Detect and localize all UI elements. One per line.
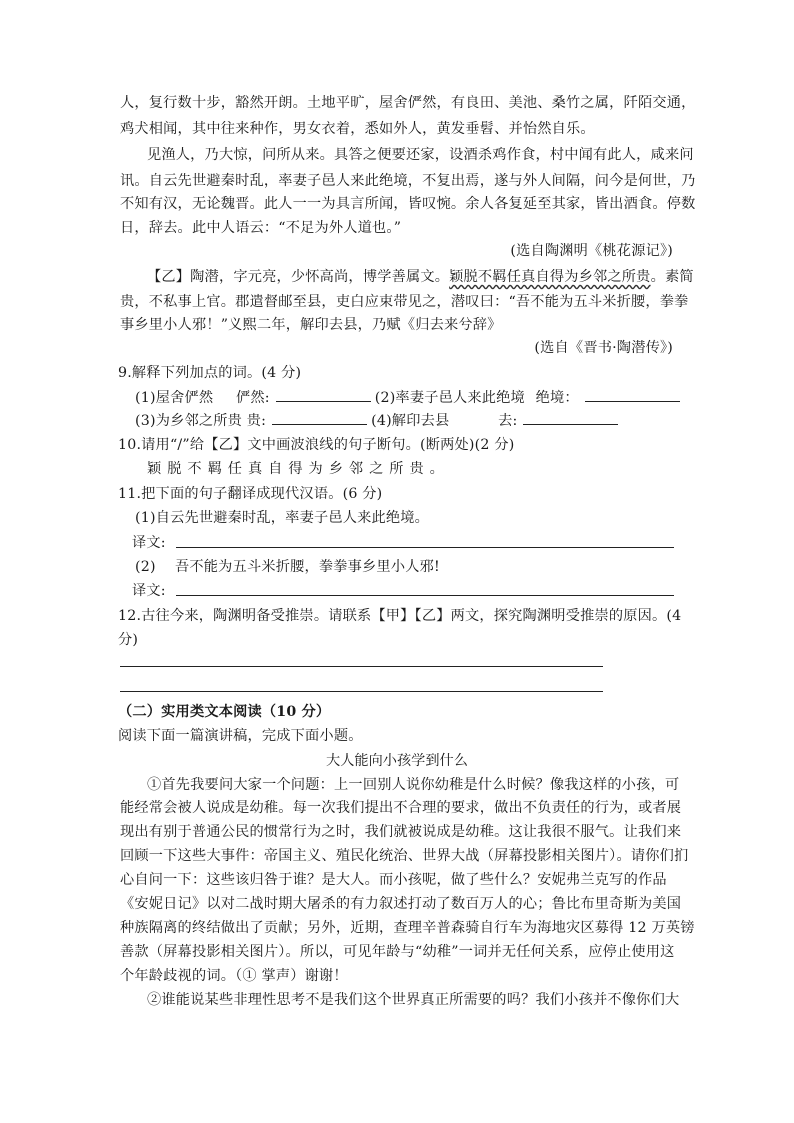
q9-answer-blank-1[interactable] [276,387,371,402]
speech-line-3: 现出有别于普通公民的惯常行为之时，我们就被说成是幼稚。这让我很不服气。让我们来 [120,824,682,840]
passage-yi-line-2: 贵，不私事上官。郡遣督邮至县，吏白应束带见之，潜叹曰：“吾不能为五斗米折腰，拳拳 [120,294,689,310]
passage-jia-line-2: 鸡犬相闻，其中往来种作，男女衣着，悉如外人，黄发垂髫、并怡然自乐。 [120,121,595,137]
q9-answer-blank-2[interactable] [585,387,680,402]
q9-answer-blank-4[interactable] [523,410,618,425]
speech-title: 大人能向小孩学到什么 [326,753,468,769]
question-10-sentence: 颖脱不羁任真自得为乡邻之所贵。 [147,461,450,477]
passage-yi-line-1-start: 【乙】陶潜，字元亮，少怀高尚，博学善属文。 [147,269,450,285]
q12-answer-line-1[interactable] [120,666,603,667]
section-2-instruction: 阅读下面一篇演讲稿，完成下面小题。 [118,728,363,744]
q9-item-2: (2)率妻子邑人来此绝境 [374,390,525,406]
passage-jia-line-5: 不知有汉，无论魏晋。此人一一为具言所闻，皆叹惋。余人各复延至其家，皆出酒食。停数 [120,196,696,212]
question-11-item-2-number: (2) [135,559,156,575]
speech-line-4: 回顾一下这些大事件：帝国主义、殖民化统治、世界大战（屏幕投影相关图片）。请你们扪 [120,848,689,864]
section-2-heading: （二）实用类文本阅读（10 分） [118,704,331,720]
question-9-row-1 [135,387,684,408]
passage-yi-line-3: 事乡里小人邪！”义熙二年，解印去县，乃赋《归去来兮辞》 [120,317,502,333]
question-12-line-1: 12.古往今来，陶渊明备受推崇。请联系【甲】【乙】两文，探究陶渊明受推崇的原因。(4 [118,608,682,624]
q9-item-1: (1)屋舍俨然 [135,390,214,406]
speech-line-9: 个年龄歧视的词。（① 掌声）谢谢！ [120,968,348,984]
question-12-line-2: 分) [118,632,139,648]
speech-line-6: 《安妮日记》以对二战时期大屠杀的有力叙述打动了数百万人的心；鲁比布里奇斯为美国 [120,896,682,912]
translate-label-1: 译文: [132,535,166,551]
speech-line-2: 能经常会被人说成是幼稚。每一次我们提出不合理的要求，做出不负责任的行为，或者展 [120,800,682,816]
q9-item-2-label: 绝境： [535,390,579,406]
passage-jia-source: (选自陶渊明《桃花源记》) [510,243,673,259]
q12-answer-line-2[interactable] [120,691,603,692]
question-11-item-1: (1)自云先世避秦时乱，率妻子邑人来此绝境。 [135,510,430,526]
passage-yi-source: (选自《晋书·陶潜传》) [534,340,673,356]
wavy-underlined-sentence: 颖脱不羁任真自得为乡邻之所贵 [449,269,651,285]
translation-answer-line-2[interactable] [176,595,674,596]
q9-item-4: (4)解印去县 [371,413,450,429]
speech-line-1: ①首先我要问大家一个问题：上一回别人说你幼稚是什么时候？像我这样的小孩，可 [147,777,680,793]
speech-line-7: 种族隔离的终结做出了贡献；另外，近期，查理辛普森骑自行车为海地灾区募得 12 万英镑 [120,920,695,936]
q9-item-4-label: 去: [498,413,518,429]
translate-label-2: 译文: [132,583,166,599]
question-11-item-2: 吾不能为五斗米折腰，拳拳事乡里小人邪! [175,559,440,575]
q9-item-1-label: 俨然: [235,390,270,406]
passage-yi-line-1 [147,267,694,287]
speech-line-8: 善款（屏幕投影相关图片）。所以，可见年龄与“幼稚”一词并无任何关系，应停止使用这 [120,944,675,960]
question-9: 9.解释下列加点的词。(4 分) [118,365,302,381]
translation-answer-line-1[interactable] [176,547,674,548]
speech-line-5: 心自问一下：这些该归咎于谁？是大人。而小孩呢，做了些什么？安妮弗兰克写的作品 [120,872,667,888]
passage-jia-line-4: 讯。自云先世避秦时乱，率妻子邑人来此绝境，不复出焉，遂与外人间隔，问今是何世，乃 [120,173,696,189]
passage-yi-line-1-end: 。素简 [650,269,694,285]
question-10: 10.请用“/”给【乙】文中画波浪线的句子断句。(断两处)(2 分) [118,437,515,453]
passage-jia-line-1: 人，复行数十步，豁然开朗。土地平旷，屋舍俨然，有良田、美池、桑竹之属，阡陌交通， [120,95,696,111]
speech-line-10: ②谁能说某些非理性思考不是我们这个世界真正所需要的吗？我们小孩并不像你们大 [147,992,680,1008]
question-11: 11.把下面的句子翻译成现代汉语。(6 分) [118,486,383,502]
passage-jia-line-6: 日，辞去。此中人语云：“不足为外人道也。” [120,220,402,236]
passage-jia-line-3: 见渔人，乃大惊，问所从来。具答之便要还家，设酒杀鸡作食，村中闻有此人，咸来问 [147,147,694,163]
question-9-row-2 [135,410,622,431]
q9-answer-blank-3[interactable] [272,410,367,425]
q9-item-3: (3)为乡邻之所贵 贵: [135,413,267,429]
